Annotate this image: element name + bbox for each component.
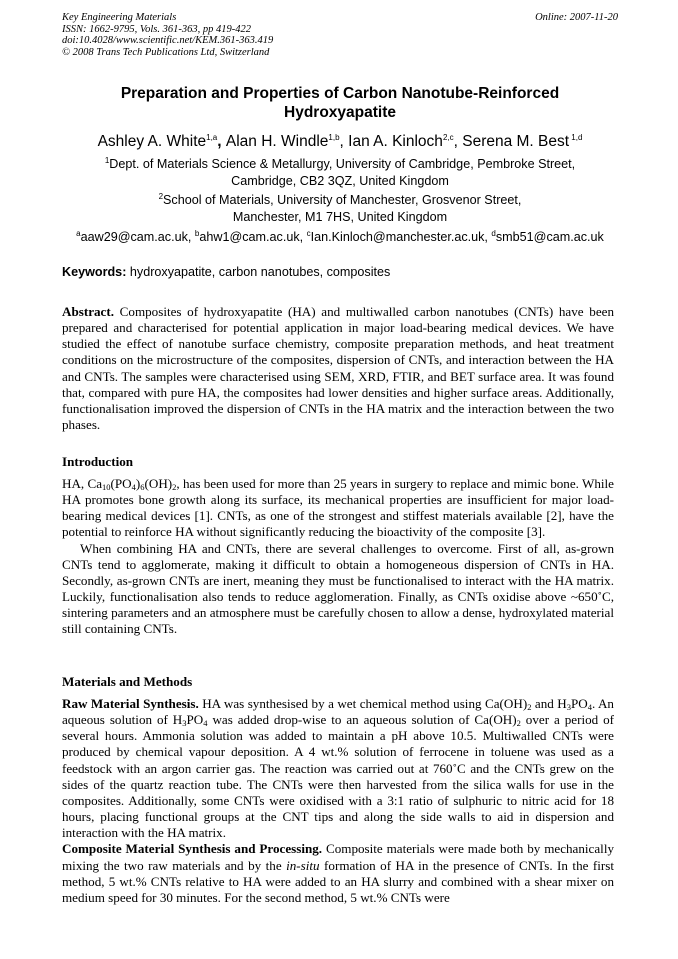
author-affiliation-mark: 1,d bbox=[569, 132, 583, 142]
affiliation-line: Cambridge, CB2 3QZ, United Kingdom bbox=[231, 174, 449, 188]
raw-material-label: Raw Material Synthesis. bbox=[62, 696, 199, 711]
running-header bbox=[62, 12, 618, 58]
subscript: 2 bbox=[516, 718, 521, 729]
subscript: 6 bbox=[140, 482, 145, 492]
text-run: , has been used for more than 25 years in surgery to replace and mimic bone. While HA promotes bone growth along its surface, its mechanical properties are insufficient for major load-bearing medical devices [1]. CNTs, as one of the strongest and stiffest materials available [2], have the potential to reinforce HA without significantly reducing the bioactivity of the composite [3]. bbox=[62, 476, 614, 540]
email-address: smb51@cam.ac.uk bbox=[495, 230, 604, 244]
raw-material-paragraph bbox=[62, 696, 614, 841]
affiliation-2 bbox=[62, 192, 618, 226]
author-list bbox=[40, 132, 640, 152]
affiliation-line: School of Materials, University of Manchester, Grosvenor Street, bbox=[163, 193, 522, 207]
author-emails bbox=[40, 229, 640, 246]
email-address: Ian.Kinloch@manchester.ac.uk, bbox=[310, 230, 492, 244]
author-name: Serena M. Best bbox=[462, 133, 570, 150]
abstract bbox=[62, 304, 614, 433]
subscript: 3 bbox=[182, 718, 187, 729]
author-separator: , bbox=[339, 133, 349, 150]
subscript: 3 bbox=[566, 702, 571, 712]
text-run: . An aqueous solution of H bbox=[62, 696, 614, 728]
text-run: ) bbox=[135, 476, 141, 491]
subscript: 4 bbox=[203, 718, 208, 729]
affiliation-line: Dept. of Materials Science & Metallurgy, University of Cambridge, Pembroke Street, bbox=[109, 157, 576, 171]
author-name: Ian A. Kinloch bbox=[348, 133, 443, 150]
subscript: 4 bbox=[131, 482, 136, 492]
author-separator: , bbox=[217, 133, 226, 150]
doi-line: doi:10.4028/www.scientific.net/KEM.361-363.419 bbox=[62, 35, 274, 47]
affiliation-1 bbox=[62, 156, 618, 190]
affiliation-mark: 2 bbox=[158, 191, 164, 201]
introduction-paragraph-2: When combining HA and CNTs, there are several challenges to overcome. First of all, as-grown CNTs tend to agglomerate, making it difficult to obtain a homogeneous dispersion of CNTs in HA. Secondly, as-grown CNTs are inert, meaning they must be functionalised to interact with the HA matrix. Luckily, functionalisation also tends to reduce agglomeration. Finally, as CNTs oxidise above ~650˚C, sintering parameters and an atmosphere must be carefully chosen to allow a dense, hydroxylated material still containing CNTs. bbox=[62, 540, 614, 637]
copyright-line: © 2008 Trans Tech Publications Ltd, Switzerland bbox=[62, 46, 270, 58]
email-address: aaw29@cam.ac.uk, bbox=[80, 230, 195, 244]
subscript: 2 bbox=[172, 482, 177, 492]
online-date: Online: 2007-11-20 bbox=[535, 12, 618, 23]
keywords-label: Keywords: bbox=[62, 265, 127, 279]
keywords bbox=[62, 264, 618, 281]
italic-term: in-situ bbox=[286, 857, 320, 873]
email-mark: d bbox=[491, 228, 496, 238]
text-run: (PO bbox=[110, 476, 132, 491]
issn-line: ISSN: 1662-9795, Vols. 361-363, pp 419-422 bbox=[62, 23, 251, 35]
text-run: HA was synthesised by a wet chemical method using Ca(OH) bbox=[198, 696, 528, 711]
subscript: 4 bbox=[587, 702, 592, 712]
title-line-1: Preparation and Properties of Carbon Nanotube-Reinforced bbox=[120, 85, 560, 102]
text-run: formation of HA in the presence of CNTs. In the first method, 5 wt.% CNTs relative to HA were added to an HA slurry and combined with a shear mixer on medium speed for 30 minutes. For the second method, 5 wt.% CNTs were bbox=[62, 857, 614, 905]
author-separator: , bbox=[453, 133, 463, 150]
text-run: was added drop-wise to an aqueous solution of Ca(OH) bbox=[207, 712, 517, 728]
author-name: Ashley A. White bbox=[97, 133, 207, 150]
title-line-2: Hydroxyapatite bbox=[284, 104, 396, 121]
text-run: PO bbox=[186, 712, 204, 728]
text-run: PO bbox=[570, 696, 588, 711]
journal-name: Key Engineering Materials bbox=[62, 12, 177, 23]
text-run: (OH) bbox=[144, 476, 173, 491]
composite-paragraph bbox=[62, 841, 614, 906]
introduction-body bbox=[62, 476, 614, 638]
author-affiliation-mark: 2,c bbox=[442, 132, 454, 142]
keywords-text: hydroxyapatite, carbon nanotubes, composites bbox=[126, 265, 391, 279]
subscript: 10 bbox=[102, 482, 111, 492]
author-affiliation-mark: 1,a bbox=[206, 132, 218, 142]
author-affiliation-mark: 1,b bbox=[328, 132, 340, 142]
text-run: HA, Ca bbox=[62, 476, 103, 491]
text-run: and H bbox=[531, 696, 567, 711]
text-run: Composite materials were made both by mechanically mixing the two raw materials and by the bbox=[62, 841, 614, 873]
introduction-paragraph-1 bbox=[62, 476, 614, 541]
paper-title bbox=[62, 84, 618, 122]
composite-label: Composite Material Synthesis and Processing. bbox=[62, 841, 323, 857]
email-mark: a bbox=[76, 228, 81, 238]
affiliation-mark: 1 bbox=[104, 155, 110, 165]
text-run: over a period of several hours. Ammonia solution was added to maintain a pH above 10.5. Multiwalled CNTs were produced by chemical vapour deposition. A 4 wt.% solution of ferrocene in toluene was used as a feedstock with an argon carrier gas. The reaction was carried out at 760˚C and the CNTs grew on the sides of the quartz reaction tube. The CNTs were then harvested from the silica walls for use in the composites. Additionally, some CNTs were oxidised with a 3:1 ratio of sulphuric to nitric acid for 18 hours, placing functional groups at the CNT tips and along the side walls to aid in dispersion and interaction with the HA matrix. bbox=[62, 712, 615, 841]
author-name: Alan H. Windle bbox=[225, 133, 329, 150]
email-mark: b bbox=[194, 228, 200, 238]
abstract-text: Composites of hydroxyapatite (HA) and multiwalled carbon nanotubes (CNTs) have been prepared and characterised for potential application in major load-bearing medical devices. We have studied the effect of nanotube surface chemistry, composite preparation methods, and heat treatment conditions on the microstructure of the composites, dispersion of CNTs, and interaction between the HA and CNTs. The samples were characterised using SEM, XRD, FTIR, and BET surface area. It was found that, compared with pure HA, the composites had lower densities and higher surface areas. Additionally, functionalisation improved the dispersion of CNTs in the HA matrix and the interaction between the two phases. bbox=[62, 304, 614, 433]
affiliation-line: Manchester, M1 7HS, United Kingdom bbox=[232, 210, 448, 224]
email-mark: c bbox=[306, 228, 311, 238]
email-address: ahw1@cam.ac.uk, bbox=[199, 230, 307, 244]
methods-heading: Materials and Methods bbox=[62, 674, 193, 689]
introduction-heading: Introduction bbox=[62, 454, 134, 469]
subscript: 2 bbox=[527, 702, 532, 712]
abstract-label: Abstract. bbox=[62, 304, 114, 319]
methods-body bbox=[62, 696, 614, 906]
